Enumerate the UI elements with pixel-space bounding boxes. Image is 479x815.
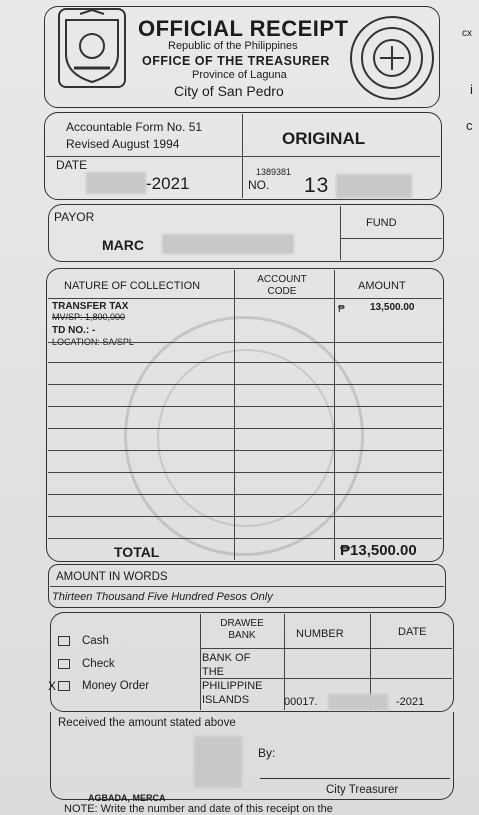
col-number: NUMBER xyxy=(296,628,344,640)
table-row-line xyxy=(48,494,442,495)
check-checkbox xyxy=(58,659,70,669)
table-row-line xyxy=(48,516,442,517)
payor-name: MARC xyxy=(102,237,144,253)
table-row-line xyxy=(48,472,442,473)
total-value: ₱13,500.00 xyxy=(340,542,417,559)
side-text-c: c xyxy=(466,118,473,133)
city-seal-icon xyxy=(350,16,434,100)
province-line: Province of Laguna xyxy=(192,69,287,81)
republic-line: Republic of the Philippines xyxy=(168,40,298,52)
check-date: -2021 xyxy=(396,696,425,708)
divider xyxy=(50,586,444,587)
col-nature: NATURE OF COLLECTION xyxy=(64,280,201,292)
amount-1: 13,500.00 xyxy=(370,302,415,313)
treasurer-line: OFFICE OF THE TREASURER xyxy=(142,54,330,68)
collection-line-2: MV/SP: 1,800,000 xyxy=(52,312,126,322)
date-value: -2021 xyxy=(146,174,190,193)
collection-line-1: TRANSFER TAX xyxy=(52,301,129,312)
table-row-line xyxy=(48,362,442,363)
cash-checkbox xyxy=(58,636,70,646)
signature-line xyxy=(260,778,450,779)
fund-label: FUND xyxy=(366,217,397,229)
redacted-payor xyxy=(162,234,294,254)
words-value: Thirteen Thousand Five Hundred Pesos Only xyxy=(52,591,273,603)
redacted-number xyxy=(336,174,412,198)
table-row-line xyxy=(48,450,442,451)
divider xyxy=(200,648,452,649)
redacted-received xyxy=(194,736,242,788)
table-row-line xyxy=(48,406,442,407)
number-label: NO. xyxy=(248,178,270,192)
side-text-cx: cx xyxy=(462,28,472,39)
republic-seal-icon xyxy=(58,8,126,88)
peso-sign: ₱ xyxy=(338,304,345,315)
receipt-serial: 1389381 xyxy=(256,167,292,177)
money-order-label: Money Order xyxy=(82,680,150,692)
by-label: By: xyxy=(258,746,276,760)
official-receipt xyxy=(44,6,454,806)
collection-line-4: LOCATION: SA/SPL xyxy=(52,337,134,347)
number-value: 13 xyxy=(304,174,330,197)
stamp-text: AGBADA, MERCA xyxy=(88,793,166,803)
receipt-title: OFFICIAL RECEIPT xyxy=(138,16,349,41)
col-amount: AMOUNT xyxy=(358,280,406,292)
check-label: Check xyxy=(82,658,115,670)
table-row-line xyxy=(48,428,442,429)
divider xyxy=(200,614,201,710)
city-line: City of San Pedro xyxy=(174,83,284,99)
money-order-x-mark: X xyxy=(48,679,57,693)
divider xyxy=(46,156,440,157)
copy-label: ORIGINAL xyxy=(282,129,366,148)
side-text-i: i xyxy=(470,82,473,97)
cash-label: Cash xyxy=(82,635,109,647)
col-date: DATE xyxy=(398,626,427,638)
money-order-checkbox xyxy=(58,681,70,691)
bank-name: BANK OF THE PHILIPPINE ISLANDS xyxy=(202,652,263,706)
received-text: Received the amount stated above xyxy=(58,717,236,729)
collection-line-3: TD NO.: - xyxy=(52,325,96,336)
note-text: NOTE: Write the number and date of this receipt on the xyxy=(64,803,333,815)
divider xyxy=(340,238,442,239)
signatory-title: City Treasurer xyxy=(326,784,399,796)
table-row-line xyxy=(48,298,442,299)
total-label: TOTAL xyxy=(114,544,160,560)
col-drawee-bank: DRAWEE BANK xyxy=(220,618,264,641)
check-number: 00017. xyxy=(284,696,318,708)
table-row-line xyxy=(48,384,442,385)
accountable-form: Accountable Form No. 51 xyxy=(66,120,203,134)
payor-label: PAYOR xyxy=(54,210,95,224)
divider xyxy=(340,206,341,260)
table-row-line xyxy=(48,538,442,539)
col-account: ACCOUNT CODE xyxy=(257,274,307,297)
redacted-check-number xyxy=(328,694,388,710)
date-label: DATE xyxy=(56,158,88,172)
table-row-line xyxy=(48,342,442,343)
words-label: AMOUNT IN WORDS xyxy=(56,571,168,583)
redacted-date xyxy=(86,172,146,194)
revised-date: Revised August 1994 xyxy=(66,137,180,151)
